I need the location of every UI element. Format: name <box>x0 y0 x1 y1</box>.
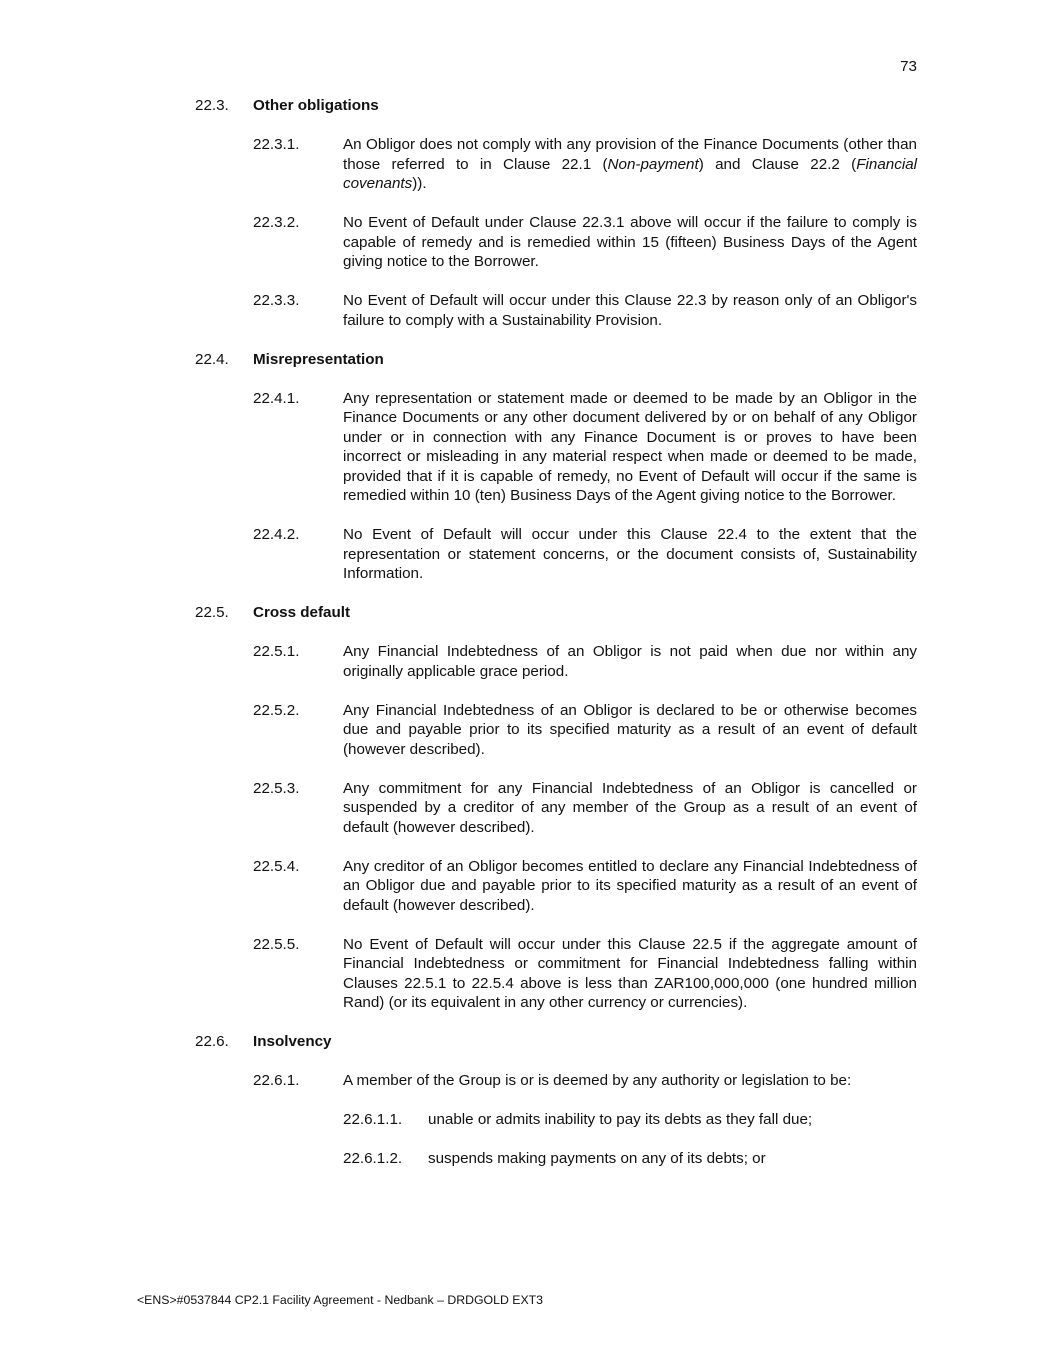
clause-number: 22.5.2. <box>253 701 300 719</box>
section-heading <box>195 1032 917 1052</box>
clause-number: 22.5.3. <box>253 779 300 797</box>
clause-text: Any Financial Indebtedness of an Obligor is declared to be or otherwise becomes due and payable prior to its specified maturity as a result of an event of default (however described). <box>343 701 917 758</box>
clause-number: 22.5.1. <box>253 643 300 660</box>
section-misrepresentation <box>195 350 917 584</box>
clause-number: 22.6.1. <box>253 1072 300 1089</box>
section-cross-default <box>195 603 917 1013</box>
clause-text: A member of the Group is or is deemed by any authority or legislation to be: <box>343 1072 852 1089</box>
clause-number: 22.3.2. <box>253 214 300 231</box>
subclause-text: suspends making payments on any of its debts; or <box>428 1150 766 1167</box>
section-other-obligations <box>195 96 917 330</box>
clause-text-part: ) and Clause 22.2 ( <box>698 155 857 173</box>
page-number: 73 <box>900 58 917 75</box>
clause-text: No Event of Default under Clause 22.3.1 above will occur if the failure to comply is capable of remedy and is remedied within 15 (fifteen) Business Days of the Agent giving notice to the Borrower. <box>343 214 917 270</box>
clause-number: 22.4.2. <box>253 526 300 543</box>
clause-text: Any Financial Indebtedness of an Obligor is not paid when due nor within any originally applicable grace period. <box>343 643 917 680</box>
clause-text: Any creditor of an Obligor becomes entitled to declare any Financial Indebtedness of an Obligor due and payable prior to its specified maturity as a result of an event of default (however described). <box>343 857 917 914</box>
clause <box>253 213 917 272</box>
section-heading <box>195 603 917 623</box>
clause <box>253 642 917 681</box>
clause-text-part: An Obligor does not comply with any provision of the Finance Documents (other than those referred to in Clause 22.1 ( <box>343 136 917 173</box>
clause-text: No Event of Default will occur under this Clause 22.3 by reason only of an Obligor's failure to comply with a Sustainability Provision. <box>343 292 917 329</box>
clause <box>253 701 917 760</box>
section-title: Insolvency <box>253 1033 332 1050</box>
section-number: 22.4. <box>195 350 229 368</box>
clause-number: 22.3.3. <box>253 292 300 309</box>
clause-reference-italic: Non-payment <box>607 155 699 173</box>
subclause-number: 22.6.1.1. <box>343 1111 403 1128</box>
subclause-text: unable or admits inability to pay its debts as they fall due; <box>428 1111 813 1128</box>
section-title: Cross default <box>253 604 351 621</box>
clause-text: No Event of Default will occur under this Clause 22.5 if the aggregate amount of Financial Indebtedness or commitment for Financial Indebtedness falling within Clauses 22.5.1 to 22.5.4 above is less than ZAR100,000,000 (one hundred million Rand) (or its equivalent in any other currency or currencies). <box>343 935 917 1011</box>
clause-number: 22.4.1. <box>253 389 300 407</box>
subclause-number: 22.6.1.2. <box>343 1150 403 1167</box>
subclause <box>343 1149 917 1169</box>
clause-text <box>343 135 917 194</box>
section-number: 22.3. <box>195 97 229 114</box>
section-heading <box>195 350 917 370</box>
subclause <box>343 1110 917 1130</box>
document-body <box>195 96 917 1188</box>
clause <box>253 291 917 330</box>
clause <box>253 1071 917 1091</box>
clause <box>253 857 917 916</box>
clause-number: 22.5.4. <box>253 857 300 875</box>
section-title: Other obligations <box>253 97 379 114</box>
section-number: 22.5. <box>195 604 229 621</box>
clause-text: Any representation or statement made or deemed to be made by an Obligor in the Finance Documents or any other document delivered by or on behalf of any Obligor under or in connection with any Finance Document is or proves to have been incorrect or misleading in any material respect when made or deemed to be made, provided that if it is capable of remedy, no Event of Default will occur if the same is remedied within 10 (ten) Business Days of the Agent giving notice to the Borrower. <box>343 389 917 504</box>
clause <box>253 935 917 1013</box>
section-insolvency <box>195 1032 917 1169</box>
clause-text-part: )). <box>412 175 427 192</box>
section-number: 22.6. <box>195 1033 229 1050</box>
clause <box>253 135 917 194</box>
section-title: Misrepresentation <box>253 350 384 368</box>
clause <box>253 525 917 584</box>
clause-reference-italic: Financial covenants <box>343 155 918 192</box>
clause <box>253 389 917 506</box>
clause-number: 22.5.5. <box>253 935 300 953</box>
clause-text: No Event of Default will occur under this Clause 22.4 to the extent that the representation or statement concerns, or the document consists of, Sustainability Information. <box>343 526 917 582</box>
clause-text: Any commitment for any Financial Indebtedness of an Obligor is cancelled or suspended by a creditor of any member of the Group as a result of an event of default (however described). <box>343 779 917 836</box>
section-heading <box>195 96 917 116</box>
clause <box>253 779 917 838</box>
clause-number: 22.3.1. <box>253 136 300 153</box>
document-footer: <ENS>#0537844 CP2.1 Facility Agreement - Nedbank – DRDGOLD EXT3 <box>137 1293 544 1307</box>
